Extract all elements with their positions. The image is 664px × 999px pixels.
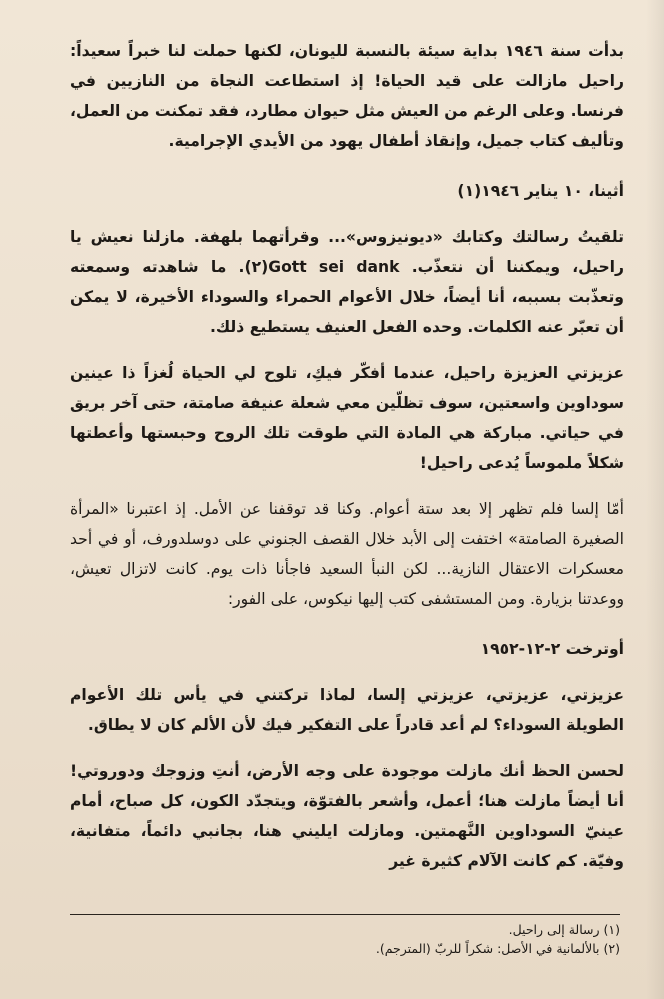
footnote-separator (70, 914, 620, 915)
letter-1-paragraph-2: عزيزتي العزيزة راحيل، عندما أفكّر فيكِ، تلوح لي الحياة لُغزاً ذا عينين سوداوين واسعتين، سوف تظلّين معي شعلة عنيفة صامتة، حتى آخر بريق في حياتي. مباركة هي المادة التي طوقت تلك الروح وحبستها وأعطتها شكلاً ملموساً يُدعى راحيل! (70, 364, 624, 472)
main-text-column (70, 36, 624, 876)
footnote-2: (٢) بالألمانية في الأصل: شكراً للربّ (المترجم). (375, 941, 620, 956)
footnotes (70, 920, 620, 958)
letter-2-paragraph-2: لحسن الحظ أنك مازلت موجودة على وجه الأرض، أنتِ وزوجك ودوروتي! أنا أيضاً مازلت هنا؛ أعمل، وأشعر بالفتوّة، ويتجدّد الكون، كل صباح، أمام عينيّ السوداوين النَّهمتين. ومازلت ايليني هنا، بجانبي دائماً، متفانية، وفيّة. كم كانت الآلام كثيرة غير (70, 762, 624, 870)
intro-paragraph: بدأت سنة ١٩٤٦ بداية سيئة بالنسبة لليونان، لكنها حملت لنا خبراً سعيداً: راحيل مازالت على قيد الحياة! إذ استطاعت النجاة من النازيين في فرنسا. وعلى الرغم من العيش مثل حيوان مطارد، فقد تمكنت من العمل، وتأليف كتاب جميل، وإنقاذ أطفال يهود من الأيدي الإجرامية. (70, 42, 624, 150)
letter-1-dateline: أثينا، ١٠ يناير ١٩٤٦(١) (457, 182, 624, 200)
letter-2-paragraph-1: عزيزتي، عزيزتي، عزيزتي إلسا، لماذا تركتني في يأس تلك الأعوام الطويلة السوداء؟ لم أعد قادراً على التفكير فيك لأن الألم كان لا يطاق. (70, 686, 624, 734)
letter-2-dateline: أوترخت ٢-١٢-١٩٥٢ (480, 640, 624, 658)
page-edge-shadow (646, 0, 664, 999)
footnote-1: (١) رسالة إلى راحيل. (508, 922, 620, 937)
narrative-paragraph: أمّا إلسا فلم تظهر إلا بعد ستة أعوام. وكنا قد توقفنا عن الأمل. إذ اعتبرنا «المرأة الصغيرة الصامتة» اختفت إلى الأبد خلال القصف الجنوني على دوسلدورف، أو في أحد معسكرات الاعتقال النازية... لكن النبأ السعيد فاجأنا ذات يوم. كانت لاتزال تعيش، ووعدتنا بزيارة. ومن المستشفى كتب إليها نيكوس، على الفور: (70, 500, 624, 608)
letter-1-paragraph-1: تلقيتُ رسالتك وكتابك «ديونيزوس»... وقرأتهما بلهفة. مازلنا نعيش يا راحيل، ويمكننا أن نتعذّب. Gott sei dank(٢). ما شاهدته وسمعته وتعذّبت بسببه، أنا أيضاً، خلال الأعوام الحمراء والسوداء الأخيرة، لا يمكن أن تعبّر عنه الكلمات. وحده الفعل العنيف يستطيع ذلك. (70, 228, 625, 336)
